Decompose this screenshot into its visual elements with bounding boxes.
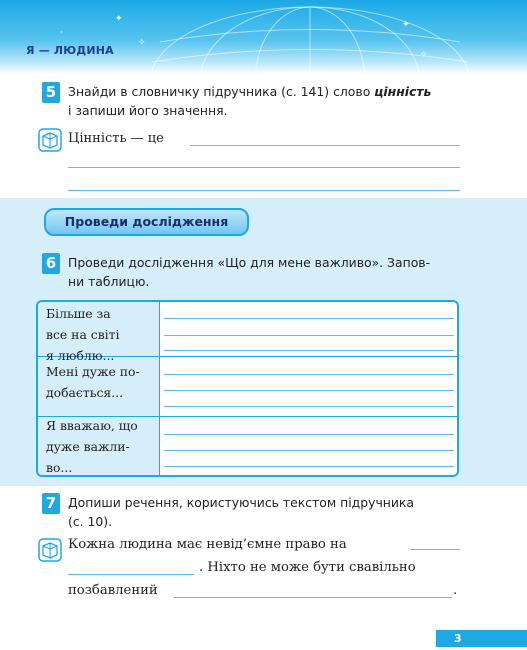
section-title: Я — ЛЮДИНА [26,44,114,57]
answer-prompt: Цінність — це [68,131,164,146]
table-cell-line: все на світі [46,327,120,342]
sentence-line-3: позбавлений [68,583,158,598]
answer-line[interactable] [174,597,452,598]
book-icon [38,538,62,562]
task-number-6: 6 [42,253,60,274]
task-number-7: 7 [42,493,60,514]
table-answer-line[interactable] [164,374,454,375]
table-answer-line[interactable] [164,350,454,351]
table-answer-line[interactable] [164,335,454,336]
table-row-2-label [46,361,158,403]
table-answer-line[interactable] [164,390,454,391]
table-answer-line[interactable] [164,406,454,407]
table-answer-line[interactable] [164,466,454,467]
task-7-text-line1: Допиши речення, користуючись текстом підручника [68,495,414,510]
globe-decoration-icon [140,2,480,74]
table-cell-line: дуже важли- [46,439,130,454]
task-6-text-line2: ни таблицю. [68,273,150,289]
task-5-text-emphasis: цінність [374,84,432,99]
answer-line[interactable] [68,167,460,168]
table-cell-line: добається... [46,385,124,400]
task-5-text [68,83,463,120]
table-cell-line: Мені дуже по- [46,364,140,379]
table-cell-line: я люблю... [46,348,115,363]
table-answer-line[interactable] [164,450,454,451]
task-number-5: 5 [42,82,60,103]
sentence-end: . [453,583,458,598]
task-5-text-part1: Знайди в словничку підручника (с. 141) слово [68,84,375,99]
page-number: 3 [436,630,527,647]
answer-line[interactable] [68,190,460,191]
task-7-text [68,494,463,531]
task-6-text [68,254,463,291]
table-row-3-label [46,415,158,477]
table-cell-line: Більше за [46,306,111,321]
page-header: ✦ ✧ ✦ ✧ · Я — ЛЮДИНА [0,0,527,74]
sentence-line-2: . Ніхто не може бути свавільно [199,560,416,575]
task-7-text-line2: (с. 10). [68,513,113,529]
table-cell-line: Я вважаю, що [46,418,138,433]
table-row-1-label [46,303,158,366]
sentence-line-1: Кожна людина має невід’ємне право на [68,537,347,552]
task-5-text-part2: і запиши його значення. [68,102,228,118]
answer-line[interactable] [190,145,460,146]
task-6-text-line1: Проведи дослідження «Що для мене важливо». Запов- [68,255,431,270]
table-answer-line[interactable] [164,318,454,319]
book-icon [38,128,62,152]
table-answer-line[interactable] [164,434,454,435]
answer-line[interactable] [68,574,194,575]
answer-line[interactable] [410,549,460,550]
research-label: Проведи дослідження [44,208,249,236]
research-table [36,300,459,477]
table-cell-line: во... [46,460,73,475]
